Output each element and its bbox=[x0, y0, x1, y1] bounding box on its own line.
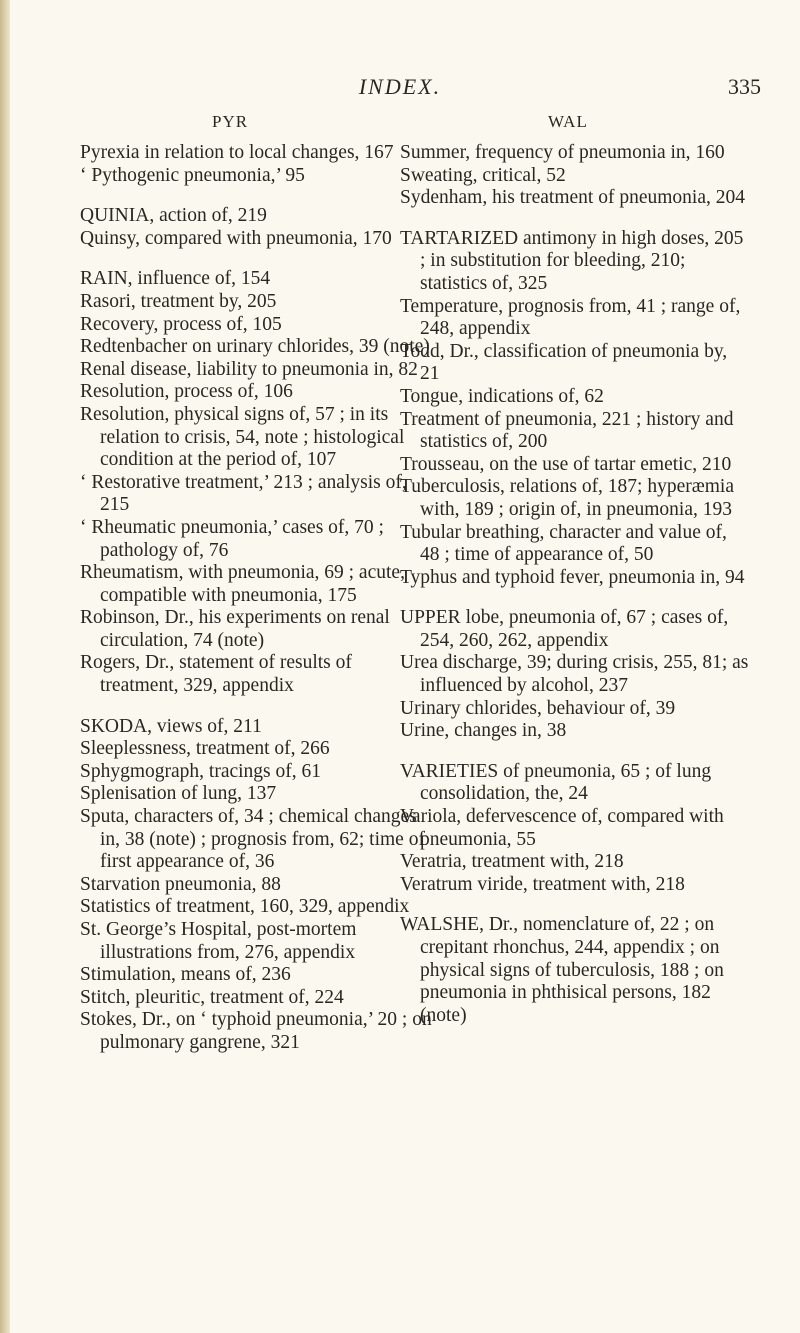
index-entry: Urinary chlorides, behaviour of, 39 bbox=[400, 697, 676, 719]
left-column-guide-word: PYR bbox=[212, 112, 249, 131]
index-entry: Rasori, treatment by, 205 bbox=[80, 290, 277, 312]
index-entry: Stimulation, means of, 236 bbox=[80, 964, 291, 986]
index-entry: Resolution, process of, 106 bbox=[80, 381, 293, 403]
right-index-column bbox=[400, 142, 750, 1027]
index-entry: Tongue, indications of, 62 bbox=[400, 385, 604, 407]
index-entry: Urine, changes in, 38 bbox=[400, 720, 567, 742]
index-entry: Sweating, critical, 52 bbox=[400, 164, 566, 186]
page-title: INDEX. bbox=[358, 74, 442, 99]
index-entry: WALSHE, Dr., nomenclature of, 22 ; on crepitant rhonchus, 244, appendix ; on physical signs of tuberculosis, 188 ; on pneumonia in phthisical persons, 182 (note) bbox=[400, 914, 724, 1026]
index-entry: Splenisation of lung, 137 bbox=[80, 783, 277, 805]
index-entry: Pyrexia in relation to local changes, 167 bbox=[80, 142, 394, 163]
index-entry: Quinsy, compared with pneumonia, 170 bbox=[80, 227, 392, 249]
index-entry: St. George’s Hospital, post-mortem illustrations from, 276, appendix bbox=[80, 919, 357, 963]
index-entry: Statistics of treatment, 160, 329, appendix bbox=[80, 896, 410, 918]
index-entry: TARTARIZED antimony in high doses, 205 ; in substitution for bleeding, 210; statistics of, 325 bbox=[400, 227, 744, 294]
right-column-guide-word: WAL bbox=[548, 112, 588, 131]
index-entry: VARIETIES of pneumonia, 65 ; of lung consolidation, the, 24 bbox=[400, 760, 712, 805]
index-entry: Rogers, Dr., statement of results of treatment, 329, appendix bbox=[80, 652, 352, 697]
index-entry: Robinson, Dr., his experiments on renal circulation, 74 (note) bbox=[80, 607, 390, 651]
index-entry: ‘ Rheumatic pneumonia,’ cases of, 70 ; pathology of, 76 bbox=[80, 516, 384, 561]
index-entry: Rheumatism, with pneumonia, 69 ; acute, compatible with pneumonia, 175 bbox=[80, 562, 405, 606]
index-entry: ‘ Restorative treatment,’ 213 ; analysis of, 215 bbox=[80, 471, 407, 516]
index-entry: UPPER lobe, pneumonia of, 67 ; cases of, 254, 260, 262, appendix bbox=[400, 607, 729, 651]
index-entry: RAIN, influence of, 154 bbox=[80, 268, 271, 290]
index-entry: Sputa, characters of, 34 ; chemical changes in, 38 (note) ; prognosis from, 62; time of first appearance of, 36 bbox=[80, 806, 425, 873]
index-entry: Tubular breathing, character and value of, 48 ; time of appearance of, 50 bbox=[400, 521, 727, 566]
index-entry: Renal disease, liability to pneumonia in, 82 bbox=[80, 358, 418, 380]
index-entry: Veratria, treatment with, 218 bbox=[400, 851, 624, 873]
index-entry: Todd, Dr., classification of pneumonia by, 21 bbox=[400, 340, 728, 385]
index-entry: Resolution, physical signs of, 57 ; in its relation to crisis, 54, note ; histological condition at the period of, 107 bbox=[80, 403, 405, 471]
index-entry: Sleeplessness, treatment of, 266 bbox=[80, 738, 330, 760]
index-entry: Veratrum viride, treatment with, 218 bbox=[400, 873, 685, 895]
index-entry: Variola, defervescence of, compared with pneumonia, 55 bbox=[400, 806, 724, 850]
index-entry: Urea discharge, 39; during crisis, 255, 81; as influenced by alcohol, 237 bbox=[400, 652, 749, 697]
index-entry: Trousseau, on the use of tartar emetic, 210 bbox=[400, 453, 732, 475]
index-entry: Typhus and typhoid fever, pneumonia in, 94 bbox=[400, 566, 745, 588]
index-entry: Sydenham, his treatment of pneumonia, 204 bbox=[400, 187, 745, 209]
index-entry: Treatment of pneumonia, 221 ; history and statistics of, 200 bbox=[400, 408, 734, 453]
index-entry: Sphygmograph, tracings of, 61 bbox=[80, 760, 322, 782]
index-entry: Recovery, process of, 105 bbox=[80, 313, 282, 335]
left-index-column bbox=[80, 142, 435, 1055]
index-entry: SKODA, views of, 211 bbox=[80, 715, 262, 737]
index-entry: Stokes, Dr., on ‘ typhoid pneumonia,’ 20 ; on pulmonary gangrene, 321 bbox=[80, 1009, 432, 1053]
page-number: 335 bbox=[728, 74, 761, 99]
index-entry: Temperature, prognosis from, 41 ; range of, 248, appendix bbox=[400, 295, 741, 340]
index-entry: Tuberculosis, relations of, 187; hyperæmia with, 189 ; origin of, in pneumonia, 193 bbox=[400, 476, 734, 520]
index-entry: ‘ Pythogenic pneumonia,’ 95 bbox=[80, 164, 305, 186]
index-entry: QUINIA, action of, 219 bbox=[80, 205, 267, 227]
index-entry: Starvation pneumonia, 88 bbox=[80, 873, 281, 895]
index-entry: Summer, frequency of pneumonia in, 160 bbox=[400, 142, 725, 163]
index-entry: Redtenbacher on urinary chlorides, 39 (note) bbox=[80, 336, 430, 358]
book-spine-shadow bbox=[0, 0, 10, 1333]
index-entry: Stitch, pleuritic, treatment of, 224 bbox=[80, 986, 344, 1008]
